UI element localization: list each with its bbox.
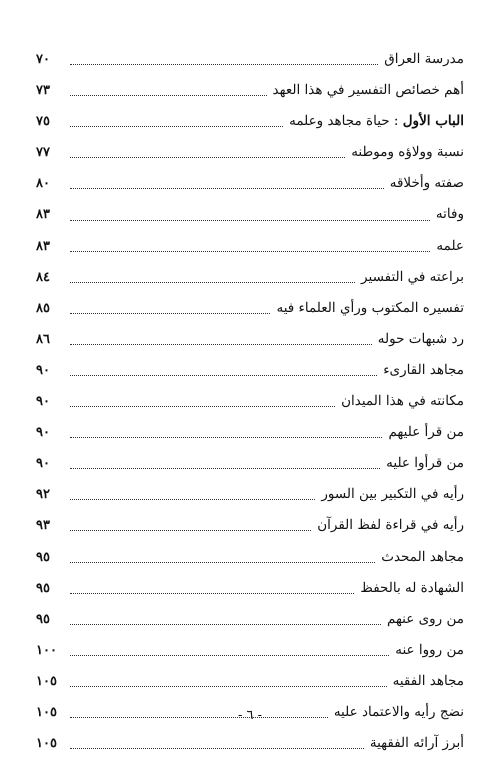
toc-entry-page: ٧٧ [36,145,50,161]
toc-entry-text: من رووا عنه [395,641,464,658]
toc-entry-title [388,417,464,448]
toc-entry-page: ٩٥ [36,580,50,596]
dot-leader [70,562,375,563]
toc-entry-title [436,199,464,230]
toc-entry-text: مكانته في هذا الميدان [341,393,464,410]
dot-leader [70,375,377,376]
toc-entry-page: ١٠٥ [36,736,57,752]
dot-leader [70,157,345,158]
toc-entry-title [390,168,464,199]
dot-leader [70,282,355,283]
toc-entry [36,293,464,324]
toc-entry-page: ٨٠ [36,176,50,192]
toc-entry-text: : حياة مجاهد وعلمه [289,113,403,130]
toc-entry [36,448,464,479]
dot-leader [70,126,283,127]
toc-entry [36,604,464,635]
dot-leader [70,468,380,469]
dot-leader [70,437,382,438]
toc-entry [36,479,464,510]
toc-entry-text: مجاهد المحدث [381,548,464,565]
toc-entry-title [341,386,464,417]
toc-entry-title [387,604,464,635]
toc-entry-title [276,293,464,324]
dot-leader [70,344,372,345]
toc-entry [36,510,464,541]
toc-entry [36,635,464,666]
toc-entry-page: ٧٣ [36,83,50,99]
page-number: - ٦ - [237,708,263,723]
toc-entry-page: ٨٦ [36,331,50,347]
toc-entry-text: براعته في التفسير [361,268,464,285]
toc-entry-page: ٧٠ [36,52,50,67]
toc-entry-page: ٨٥ [36,300,50,316]
toc-entry [36,728,464,759]
dot-leader [70,655,389,656]
toc-entry-title [393,666,464,697]
toc-entry-page: ٩٣ [36,518,50,534]
toc-entry [36,231,464,262]
toc-entry-page: ٩٥ [36,549,50,565]
toc-entry [36,355,464,386]
toc-entry-title [383,355,464,386]
toc-entry [36,75,464,106]
toc-entry-text: من قرأ عليهم [388,424,464,441]
toc-entry-text: مجاهد الفقيه [392,672,464,689]
toc-entry-text: رد شبهات حوله [377,330,464,347]
toc-entry-page: ٩٠ [36,425,50,441]
dot-leader [70,530,311,531]
toc-entry [36,262,464,293]
toc-entry-title [289,106,464,137]
toc-entry-page: ٩٢ [36,487,50,503]
toc-entry-title [321,479,464,510]
toc-entry-text: رأيه في التكبير بين السور [321,486,464,503]
toc-entry [36,417,464,448]
toc-entry-page: ٨٣ [36,238,50,254]
toc-entry [36,137,464,168]
toc-entry-text: وفاته [435,206,464,223]
toc-entry-page: ٩٠ [36,456,50,472]
dot-leader [70,251,430,252]
toc-entry-title [360,573,464,604]
toc-entry-page: ٩٠ [36,362,50,378]
dot-leader [70,499,315,500]
toc-entry [36,324,464,355]
toc-entry-text: نسبة وولاؤه وموطنه [351,144,464,161]
toc-entry-page: ١٠٠ [36,642,57,658]
dot-leader [70,624,381,625]
toc-entry-page: ٩٠ [36,394,50,410]
toc-entry [36,44,464,75]
dot-leader [70,95,267,96]
toc-entry-text: مدرسة العراق [384,51,464,67]
toc-entry [36,573,464,604]
toc-entry-text: نضج رأيه والاعتماد عليه [333,703,464,720]
dot-leader [70,64,378,65]
toc-entry-text: رأيه في قراءة لفظ القرآن [317,517,464,534]
toc-entry-title [273,75,464,106]
toc-entry-title [351,137,464,168]
toc-entry-text: من قرأوا عليه [386,455,464,472]
toc-entry-text: مجاهد القارىء [383,361,464,378]
toc-entry [36,386,464,417]
toc-entry-page: ٨٣ [36,207,50,223]
toc-entry-text: الشهادة له بالحفظ [360,579,464,596]
toc-entry-title [386,448,464,479]
toc-entry-page: ١٠٥ [36,673,57,689]
toc-entry-text: تفسيره المكتوب ورأي العلماء فيه [276,299,464,316]
toc-entry-title [395,635,464,666]
toc-entry-page: ٧٥ [36,114,50,130]
table-of-contents [36,44,464,759]
toc-entry-text: أبرز آرائه الفقهية [369,735,464,752]
toc-entry-title [361,262,464,293]
toc-entry-title [370,728,464,759]
toc-entry [36,199,464,230]
toc-entry-text: من روى عنهم [386,610,464,627]
toc-entry-title [378,324,464,355]
toc-entry-prefix: الباب الأول [402,113,464,130]
dot-leader [70,220,430,221]
toc-entry-title [436,231,464,262]
dot-leader [70,593,354,594]
toc-entry-title [381,542,464,573]
toc-entry-title [317,510,464,541]
dot-leader [70,686,387,687]
toc-entry [36,666,464,697]
toc-entry [36,106,464,137]
dot-leader [70,313,270,314]
dot-leader [70,406,335,407]
toc-entry-text: علمه [436,237,464,254]
toc-entry-text: أهم خصائص التفسير في هذا العهد [272,82,464,99]
toc-entry-text: صفته وأخلاقه [389,175,464,192]
toc-entry-page: ٩٥ [36,611,50,627]
toc-entry-page: ١٠٥ [36,704,57,720]
toc-entry [36,168,464,199]
toc-entry [36,542,464,573]
toc-entry-title [384,44,464,75]
dot-leader [70,188,384,189]
toc-entry-page: ٨٤ [36,269,50,285]
